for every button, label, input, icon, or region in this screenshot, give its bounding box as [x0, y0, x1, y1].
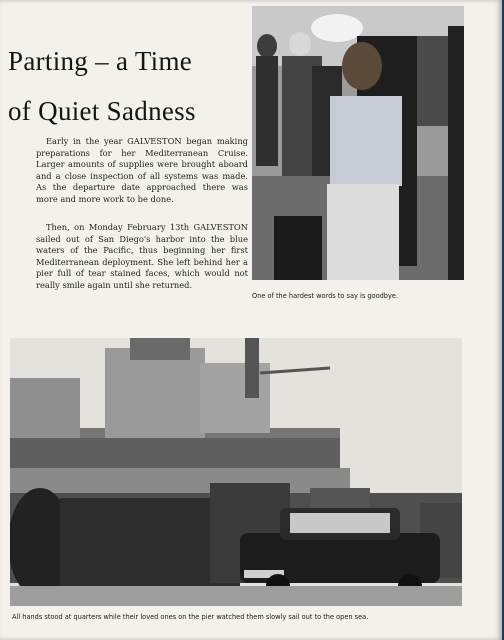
article-title [8, 36, 238, 136]
goodbye-embrace-illustration [252, 6, 464, 280]
title-line-1: Parting – a Time [8, 46, 193, 76]
article-paragraph-1: Early in the year GALVESTON began making preparations for her Mediterranean Cruise. Larger amounts of supplies were brought aboard and a close inspection of all systems was made. As the departure date approached there was more and more work to be done. [36, 136, 248, 204]
title-line-2: of Quiet Sadness [8, 96, 196, 126]
ship-departure-photo [10, 338, 462, 606]
goodbye-embrace-photo [252, 6, 464, 280]
top-photo-caption: One of the hardest words to say is goodbye. [252, 292, 399, 300]
ship-departure-illustration [10, 338, 462, 606]
article-paragraph-2: Then, on Monday February 13th GALVESTON sailed out of San Diego's harbor into the blue waters of the Pacific, thus beginning her first Mediterranean deployment. She left behind her a pier full of tear stained faces, which would not really smile again until she returned. [36, 222, 248, 290]
bottom-photo-caption: All hands stood at quarters while their loved ones on the pier watched them slowly sail out to the open sea. [12, 613, 369, 621]
